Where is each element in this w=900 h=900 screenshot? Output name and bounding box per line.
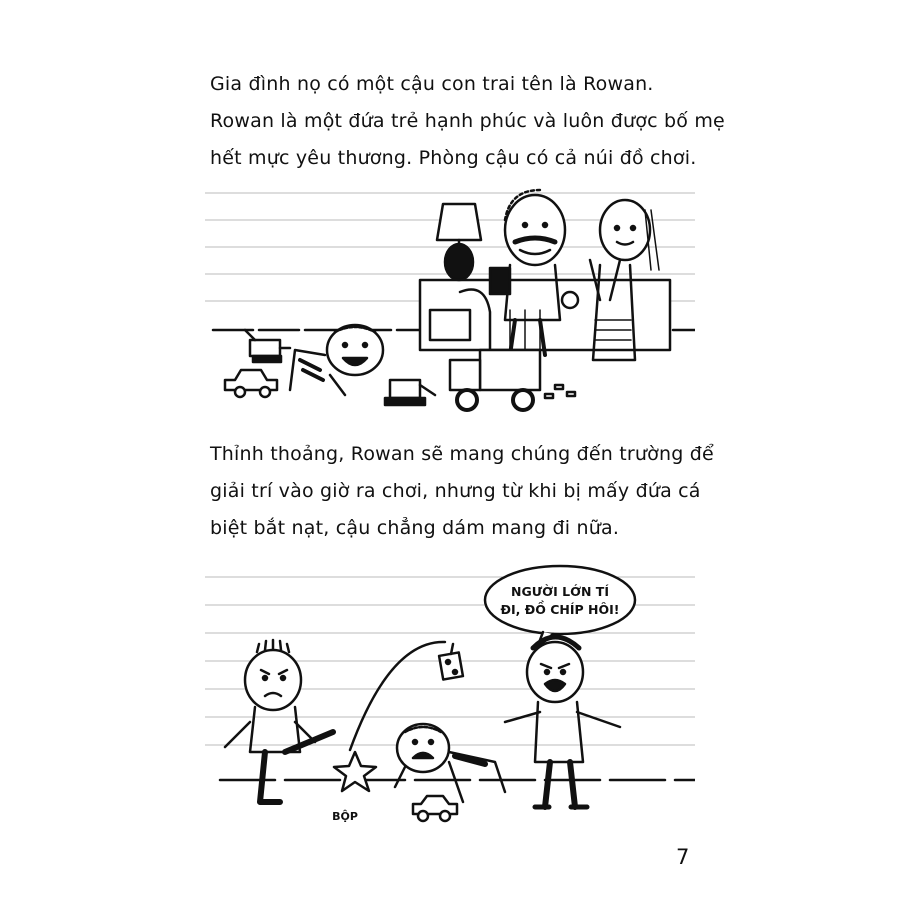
- paragraph-line: biệt bắt nạt, cậu chẳng dám mang đi nữa.: [210, 517, 620, 539]
- speech-bubble-line-2: ĐI, ĐỒ CHÍP HÔI!: [500, 602, 620, 617]
- rowan-character: [395, 724, 505, 802]
- illustration-bullies: [205, 562, 695, 832]
- paragraph-2: [210, 436, 714, 547]
- page-number: 7: [676, 845, 690, 869]
- toy-car: [413, 796, 457, 821]
- bully-yelling: [505, 637, 620, 807]
- paragraph-1: [210, 66, 725, 177]
- toy-car: [225, 370, 277, 397]
- toy-crane: [245, 330, 290, 362]
- paragraph-line: Rowan là một đứa trẻ hạnh phúc và luôn được bố mẹ: [210, 110, 725, 132]
- toy-dump-truck: [450, 350, 540, 410]
- paragraph-line: Thỉnh thoảng, Rowan sẽ mang chúng đến trường để: [210, 443, 714, 465]
- paragraph-line: hết mực yêu thương. Phòng cậu có cả núi đồ chơi.: [210, 147, 697, 169]
- paragraph-line: Gia đình nọ có một cậu con trai tên là Rowan.: [210, 73, 654, 95]
- toy-bulldozer: [385, 380, 435, 405]
- illustration-family-room: [205, 180, 695, 420]
- toy-blocks: [545, 385, 575, 398]
- speech-bubble-line-1: NGƯỜI LỚN TÍ: [511, 584, 609, 599]
- sound-effect: BỘP: [332, 810, 358, 823]
- bully-kicking: [225, 640, 333, 802]
- rowan-character: [290, 325, 383, 395]
- paragraph-line: giải trí vào giờ ra chơi, nhưng từ khi bị mấy đứa cá: [210, 480, 701, 502]
- lamp: [437, 204, 481, 280]
- flying-toy: [439, 644, 463, 680]
